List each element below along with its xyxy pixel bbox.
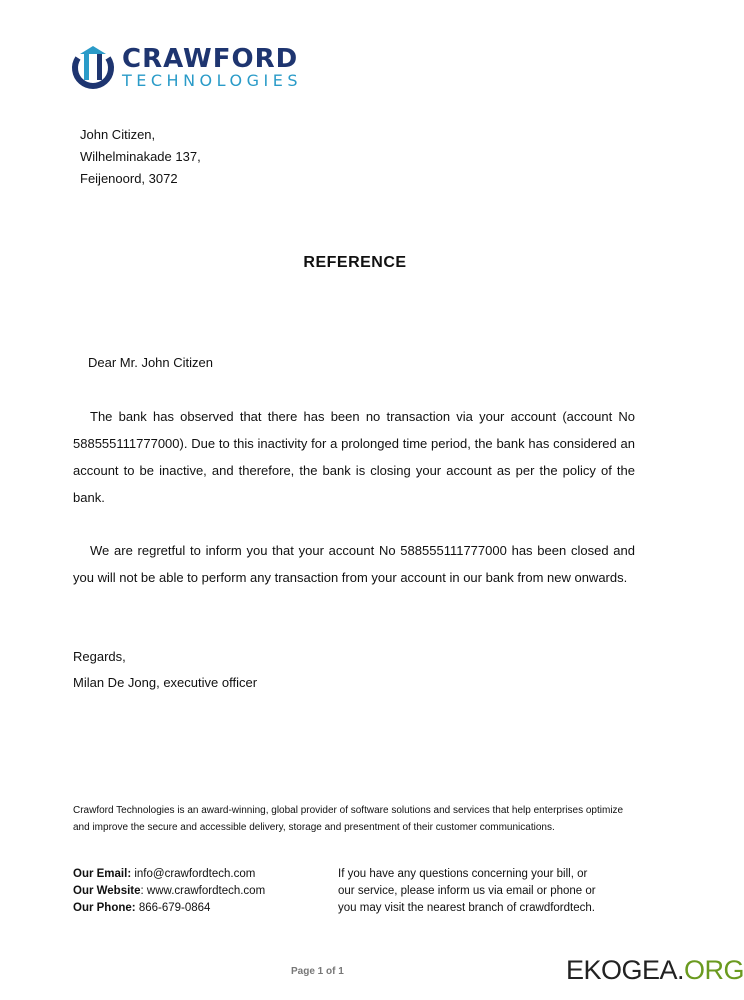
- address-line: John Citizen,: [80, 127, 156, 142]
- address-line: Feijenoord, 3072: [80, 171, 178, 186]
- closing-block: [73, 644, 257, 696]
- body-paragraph: We are regretful to inform you that your account No 588555111777000 has been closed and you will not be able to perform any transaction from your account in our bank from new onwards.: [73, 543, 635, 585]
- contact-note: [338, 866, 596, 917]
- logo-sub-text: TECHNOLOGIES: [122, 70, 302, 90]
- recipient-address: [80, 124, 201, 190]
- letter-title: REFERENCE: [303, 254, 407, 271]
- greeting: Dear Mr. John Citizen: [88, 355, 213, 370]
- phone-label: Our Phone:: [73, 902, 136, 914]
- phone-number: 866-679-0864: [138, 902, 211, 914]
- page-indicator: Page 1 of 1: [291, 966, 344, 977]
- company-about: Crawford Technologies is an award-winning, global provider of software solutions and services that help enterprises optimize and improve the secure and accessible delivery, storage and presentment of their customer communications.: [73, 805, 624, 833]
- body-paragraph: The bank has observed that there has been no transaction via your account (account No 588555111777000). Due to this inactivity for a prolonged time period, the bank has considered an account to be inactive, and therefore, the bank is closing your account as per the policy of the bank.: [73, 409, 635, 505]
- email-link[interactable]: info@crawfordtech.com: [134, 868, 256, 880]
- crawford-logo-icon: [70, 44, 116, 90]
- watermark-left: EKOGEA.: [566, 955, 685, 985]
- note-line: you may visit the nearest branch of crawdfordtech.: [338, 902, 595, 914]
- company-logo: [70, 44, 302, 90]
- website-link[interactable]: www.crawfordtech.com: [146, 885, 266, 897]
- note-line: our service, please inform us via email or phone or: [338, 885, 596, 897]
- watermark-right: ORG: [684, 955, 744, 985]
- note-line: If you have any questions concerning your bill, or: [338, 868, 588, 880]
- website-label: Our Website: [73, 885, 141, 897]
- logo-main-text: CRAWFORD: [122, 43, 299, 74]
- email-label: Our Email:: [73, 868, 132, 880]
- watermark: [566, 955, 744, 986]
- signature: Milan De Jong, executive officer: [73, 675, 258, 690]
- contact-info: Our Email: info@crawfordtech.com Our Website: www.crawfordtech.com Our Phone: 866-679-0864: [73, 868, 266, 914]
- address-line: Wilhelminakade 137,: [80, 149, 201, 164]
- closing: Regards,: [73, 649, 126, 664]
